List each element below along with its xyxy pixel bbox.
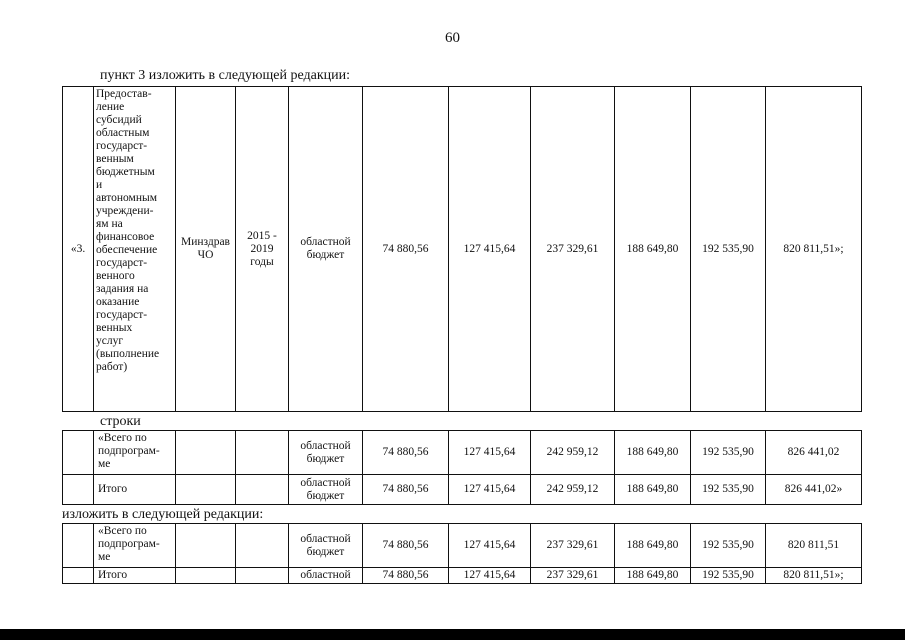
value-year-2: 127 415,64 (449, 87, 531, 412)
value-year-3: 242 959,12 (531, 431, 615, 475)
new-rows-table (62, 523, 862, 584)
value-year-4: 188 649,80 (615, 431, 691, 475)
funding-source: областной бюджет (289, 87, 363, 412)
empty-cell (63, 524, 94, 568)
years: 2015 - 2019 годы (236, 87, 289, 412)
empty-cell (236, 568, 289, 584)
empty-cell (63, 431, 94, 475)
value-year-1: 74 880,56 (363, 431, 449, 475)
value-year-4: 188 649,80 (615, 524, 691, 568)
value-year-5: 192 535,90 (691, 568, 766, 584)
table-row (63, 568, 862, 584)
row-name: Итого (94, 568, 176, 584)
program-table (62, 86, 862, 412)
table-row (63, 475, 862, 505)
value-year-1: 74 880,56 (363, 568, 449, 584)
value-year-1: 74 880,56 (363, 87, 449, 412)
value-year-5: 192 535,90 (691, 87, 766, 412)
value-year-5: 192 535,90 (691, 524, 766, 568)
row-name: Итого (94, 475, 176, 505)
measure-description: Предостав- ление субсидий областным государст- венным бюджетным и автономным учреждени- ям на финансовое обеспечение государст- венного задания на оказание государст- венных услуг (выполнение работ) (94, 87, 176, 412)
executor: Минздрав ЧО (176, 87, 236, 412)
funding-source: областной бюджет (289, 524, 363, 568)
empty-cell (176, 475, 236, 505)
value-year-4: 188 649,80 (615, 568, 691, 584)
value-year-2: 127 415,64 (449, 568, 531, 584)
empty-cell (63, 475, 94, 505)
value-year-5: 192 535,90 (691, 475, 766, 505)
funding-source: областной бюджет (289, 431, 363, 475)
redaction-label: изложить в следующей редакции: (62, 507, 264, 522)
funding-source: областной бюджет (289, 475, 363, 505)
value-year-4: 188 649,80 (615, 87, 691, 412)
value-year-3: 237 329,61 (531, 524, 615, 568)
value-year-4: 188 649,80 (615, 475, 691, 505)
value-year-5: 192 535,90 (691, 431, 766, 475)
value-total: 820 811,51»; (766, 87, 862, 412)
funding-source: областной (289, 568, 363, 584)
empty-cell (236, 431, 289, 475)
row-name: «Всего по подпрограм- ме (94, 431, 176, 475)
value-total: 820 811,51 (766, 524, 862, 568)
value-year-3: 242 959,12 (531, 475, 615, 505)
value-total: 826 441,02» (766, 475, 862, 505)
value-total: 820 811,51»; (766, 568, 862, 584)
value-year-1: 74 880,56 (363, 475, 449, 505)
row-number: «3. (63, 87, 94, 412)
table-row (63, 524, 862, 568)
empty-cell (176, 431, 236, 475)
value-year-2: 127 415,64 (449, 475, 531, 505)
empty-cell (236, 475, 289, 505)
row-name: «Всего по подпрограм- ме (94, 524, 176, 568)
page-number: 60 (445, 30, 460, 46)
empty-cell (176, 524, 236, 568)
value-year-2: 127 415,64 (449, 524, 531, 568)
strings-label: строки (100, 414, 141, 429)
value-year-3: 237 329,61 (531, 568, 615, 584)
table-row (63, 431, 862, 475)
empty-cell (63, 568, 94, 584)
intro-text: пункт 3 изложить в следующей редакции: (100, 68, 350, 83)
scan-edge-bar (0, 629, 905, 640)
value-year-3: 237 329,61 (531, 87, 615, 412)
old-rows-table (62, 430, 862, 505)
value-total: 826 441,02 (766, 431, 862, 475)
value-year-1: 74 880,56 (363, 524, 449, 568)
table-row (63, 87, 862, 412)
empty-cell (176, 568, 236, 584)
value-year-2: 127 415,64 (449, 431, 531, 475)
empty-cell (236, 524, 289, 568)
